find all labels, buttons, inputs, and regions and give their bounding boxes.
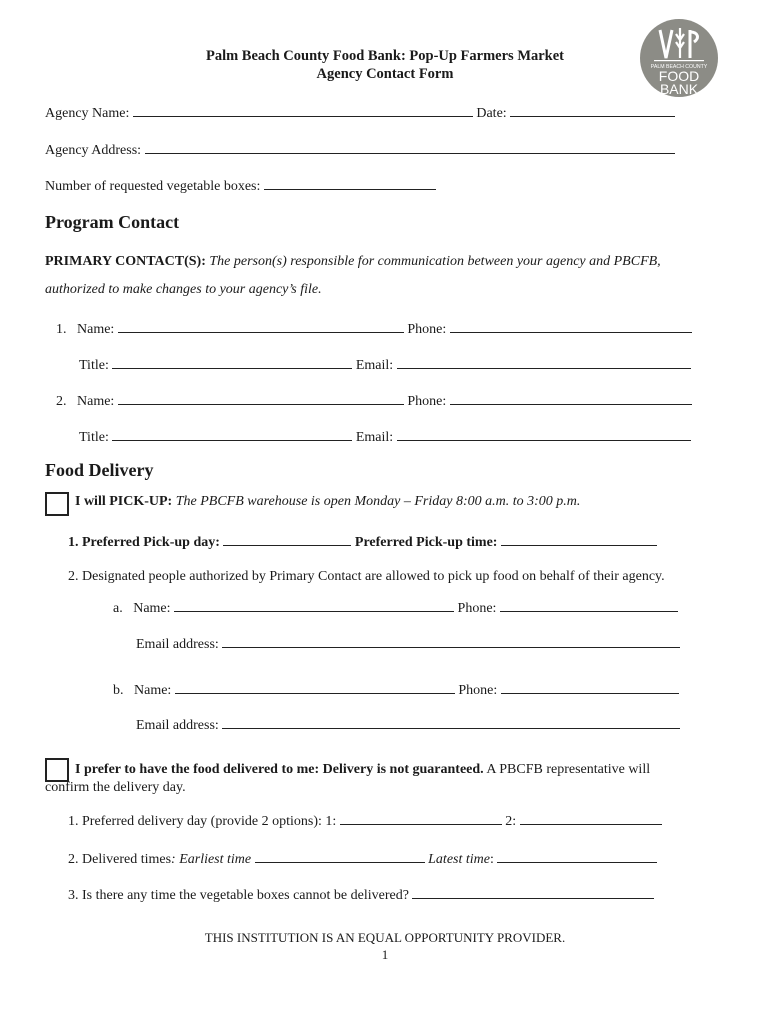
designee-a-name-field[interactable] [174,597,454,612]
pickup-label: I will PICK-UP: [75,494,173,509]
delivery-day-2-label: 2: [505,814,517,829]
contact-1-number: 1. [56,322,67,337]
designee-a-label: a. [113,601,123,616]
designee-b-name-label: Name: [134,683,172,698]
designee-b-label: b. [113,683,124,698]
primary-contact-desc-1: The person(s) responsible for communication between your agency and PBCFB, [209,254,661,269]
contact-2-title-field[interactable] [112,426,352,441]
no-delivery-time-field[interactable] [412,884,654,899]
contact-1-title-field[interactable] [112,354,352,369]
contact-1-phone-label: Phone: [407,322,447,337]
designee-b-name-field[interactable] [175,679,455,694]
pickup-day-row [68,531,657,551]
contact-1-title-row [79,354,691,374]
agency-name-label: Agency Name: [45,106,130,121]
designee-b-email-field[interactable] [222,714,680,729]
pickup-time-field[interactable] [501,531,657,546]
pickup-checkbox[interactable] [45,492,69,516]
contact-2-name-label: Name: [77,394,115,409]
equal-opportunity-statement: THIS INSTITUTION IS AN EQUAL OPPORTUNITY PROVIDER. [204,930,566,945]
primary-contact-label: PRIMARY CONTACT(S): [45,254,206,269]
boxes-row [45,175,436,195]
contact-1-phone-field[interactable] [450,318,692,333]
delivery-desc [75,762,650,778]
pickup-time-label: Preferred Pick-up time: [354,535,498,550]
delivery-checkbox[interactable] [45,758,69,782]
logo-bank-text: BANK [659,81,699,97]
agency-name-row [45,102,675,122]
contact-1-email-label: Email: [355,358,394,373]
contact-2-phone-label: Phone: [407,394,447,409]
designee-b-email-row [136,714,680,734]
no-delivery-time-label: 3. Is there any time the vegetable boxes cannot be delivered? [68,888,409,903]
designee-a-name-label: Name: [133,601,171,616]
earliest-time-field[interactable] [255,848,425,863]
logo-food-text: FOOD [658,68,700,84]
contact-2-title-label: Title: [79,430,109,445]
no-delivery-time-row [68,884,654,904]
contact-2-title-row [79,426,691,446]
contact-2-number: 2. [56,394,67,409]
contact-2-email-label: Email: [355,430,394,445]
designee-a-email-field[interactable] [222,633,680,648]
form-title: Palm Beach County Food Bank: Pop-Up Farmers Market [205,48,565,64]
contact-2-name-field[interactable] [118,390,404,405]
program-contact-heading: Program Contact [45,212,180,232]
delivery-times-row [68,848,657,868]
designee-a-email-label: Email address: [136,637,219,652]
agency-address-label: Agency Address: [45,143,142,158]
delivery-label: I prefer to have the food delivered to me: Delivery is not guaranteed. [75,762,484,777]
date-field[interactable] [510,102,675,117]
designated-people-text: 2. Designated people authorized by Primary Contact are allowed to pick up food on behalf of their agency. [68,569,665,584]
agency-name-field[interactable] [133,102,473,117]
delivery-note: A PBCFB representative will [486,762,651,777]
agency-address-row [45,139,675,159]
delivery-day-2-field[interactable] [520,810,662,825]
earliest-time-label: : Earliest time [171,852,252,867]
delivery-day-1-field[interactable] [340,810,502,825]
designee-a-email-row [136,633,680,653]
logo-small-text: PALM BEACH COUNTY [650,64,708,70]
primary-contact-desc-2: authorized to make changes to your agency’s file. [45,282,322,297]
designee-b-phone-field[interactable] [501,679,679,694]
date-label: Date: [476,106,507,121]
latest-time-label: Latest time [428,852,490,867]
contact-2-email-field[interactable] [397,426,691,441]
latest-time-field[interactable] [497,848,657,863]
delivery-day-row [68,810,662,830]
form-subtitle: Agency Contact Form [316,66,454,82]
designee-b-email-label: Email address: [136,718,219,733]
contact-1-title-label: Title: [79,358,109,373]
contact-1-name-label: Name: [77,322,115,337]
contact-1-email-field[interactable] [397,354,691,369]
delivery-times-label: 2. Delivered times [68,852,172,867]
contact-1-name-row [56,318,692,338]
designee-a-phone-label: Phone: [457,601,497,616]
pickup-day-field[interactable] [223,531,351,546]
delivery-note-2: confirm the delivery day. [45,780,186,795]
page-number: 1 [381,947,389,962]
contact-2-name-row [56,390,692,410]
agency-address-field[interactable] [145,139,675,154]
primary-contact-desc [45,254,661,270]
designee-a-phone-field[interactable] [500,597,678,612]
delivery-day-label: 1. Preferred delivery day (provide 2 options): 1: [68,814,337,829]
pickup-hours: The PBCFB warehouse is open Monday – Friday 8:00 a.m. to 3:00 p.m. [175,494,581,509]
contact-1-name-field[interactable] [118,318,404,333]
pickup-day-label: 1. Preferred Pick-up day: [68,535,220,550]
latest-time-colon: : [489,852,494,867]
designee-a-name-row [113,597,678,617]
food-delivery-heading: Food Delivery [45,460,154,480]
boxes-label: Number of requested vegetable boxes: [45,179,261,194]
contact-2-phone-field[interactable] [450,390,692,405]
designee-b-name-row [113,679,679,699]
pickup-desc [75,494,580,510]
designee-b-phone-label: Phone: [458,683,498,698]
boxes-field[interactable] [264,175,436,190]
